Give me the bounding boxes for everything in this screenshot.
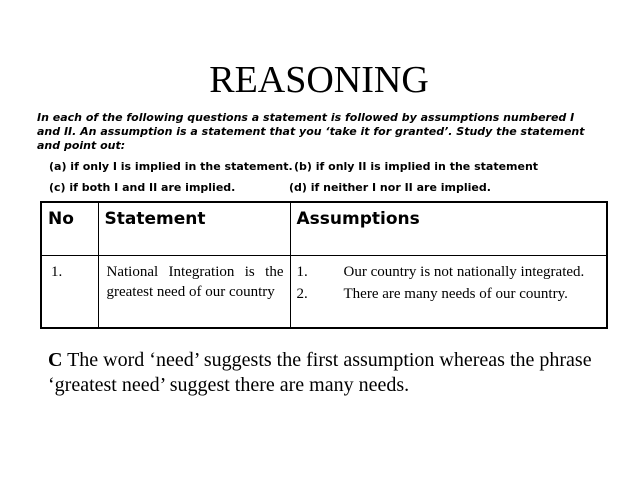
instructions-text: In each of the following questions a statement is followed by assumptions numbered I and II. An assumption is a statement that you ‘take it for granted’. Study the statement and point out: [37,111,585,152]
number-cell [41,256,98,329]
assumption-number: 1. [296,264,308,280]
table-row [41,256,607,329]
header-statement: Statement [104,209,206,229]
header-cell [290,202,607,256]
option-c: (c) if both I and II are implied. [49,181,236,194]
assumption-item [297,284,601,304]
table-header-row [41,202,607,256]
question-table [40,201,608,329]
option-b: (b) if only II is implied in the statement [294,160,539,173]
assumption-text: Our country is not nationally integrated. [343,264,585,280]
header-cell [98,202,290,256]
assumptions-cell [290,256,607,329]
answer-explanation [48,348,608,398]
statement-cell [98,256,290,329]
option-a: (a) if only I is implied in the statement. [49,160,293,173]
assumption-text: There are many needs of our country. [343,286,568,302]
header-assumptions: Assumptions [296,209,420,229]
statement-text: National Integration is the greatest need of our country [106,264,284,300]
header-cell [41,202,98,256]
answer-text: The word ‘need’ suggests the first assumption whereas the phrase ‘greatest need’ suggest there are many needs. [48,349,592,396]
header-no: No [48,209,74,229]
assumption-number: 2. [296,286,308,302]
slide-title: REASONING [209,59,429,101]
question-number: 1. [51,264,63,280]
assumption-item [297,262,601,282]
assumptions-list [291,256,607,304]
option-d: (d) if neither I nor II are implied. [289,181,491,194]
answer-letter: C [48,349,63,371]
